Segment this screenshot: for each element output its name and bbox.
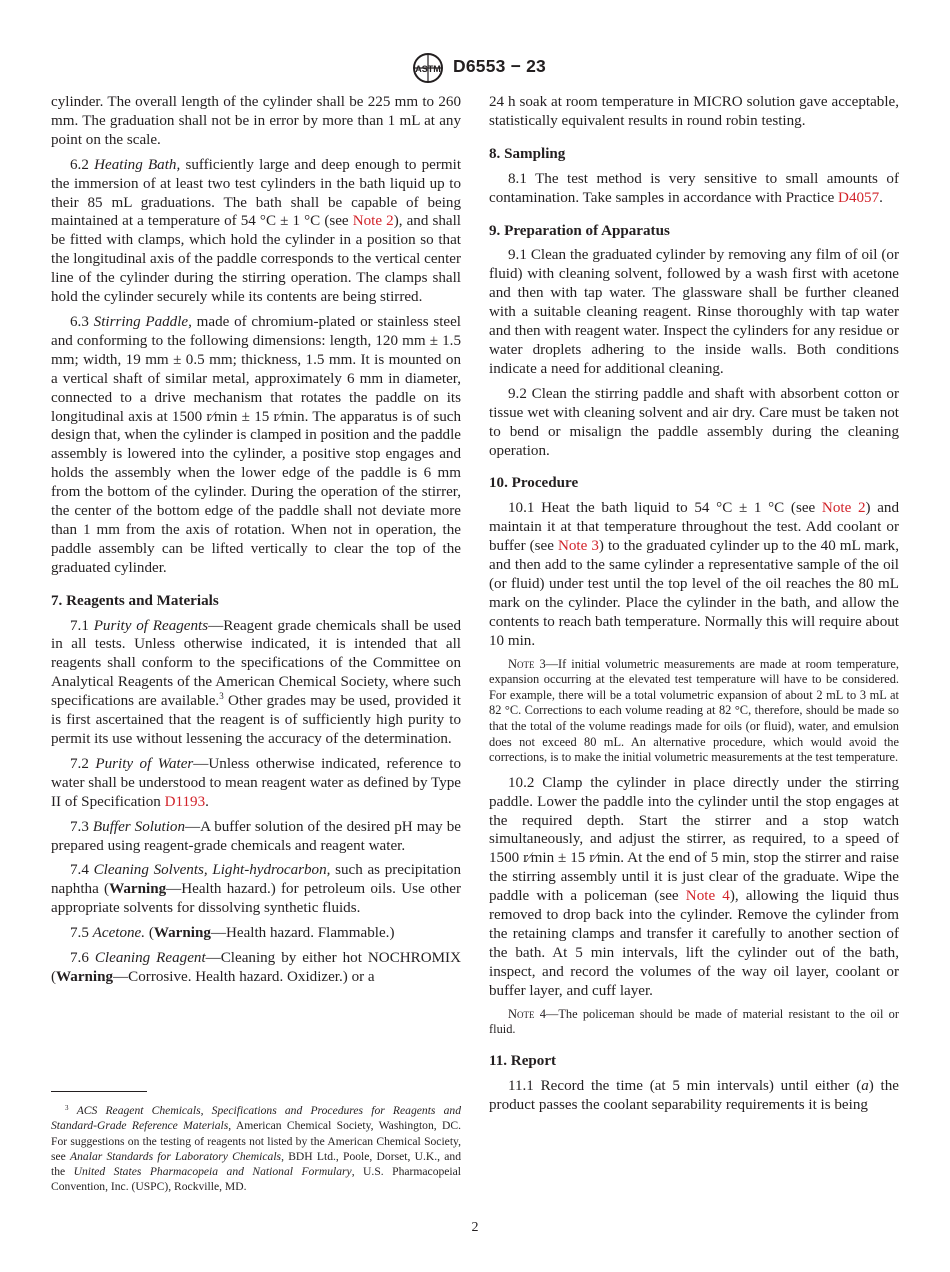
section-7-heading: 7. Reagents and Materials [51,592,219,609]
d1193-link[interactable]: D1193 [164,793,206,810]
footnote-divider [51,1091,147,1092]
paragraph-10-1: 10.1 Heat the bath liquid to 54 °C ± 1 °C (see Note 2) and maintain it at that temperature throughout the test. Add coolant or buffer (see Note 3) to the graduated cylinder up to the 40 mL mark, and then add to the same cylinder a representative sample of the oil (or fluid) under test until the top level of the oil reaches the 80 mL mark on the cylinder. Place the cylinder in the bath, and allow the contents to reach bath temperature. Normally this will require about 10 min. [489,500,900,649]
paragraph-6-1-cont: cylinder. The overall length of the cylinder shall be 225 mm to 260 mm. The graduation shall not be in error by more than 1 mL at any point on the scale. [51,94,461,148]
paragraph-6-2: 6.2 Heating Bath, sufficiently large and deep enough to permit the immersion of at least two test cylinders in the bath liquid up to their 85 mL graduations. The bath shall be capable of being maintained at a temperature of 54 °C ± 1 °C (see Note 2), and shall be fitted with clamps, which hold the cylinder in a position so that the longitudinal axis of the paddle corresponds to the vertical center line of the cylinder during the stirring operation. The clamps shall hold the cylinder securely while its contents are being stirred. [51,156,462,306]
paragraph-7-6-cont: 24 h soak at room temperature in MICRO solution gave acceptable, statistically equivalent results in round robin testing. [489,94,899,129]
footnote-3: $^3$ ACS Reagent Chemicals, Specifications and Procedures for Reagents and Standard-Grade Reference Materials, American Chemical Society, Washington, DC. For suggestions on the testing of reagents not listed by the American Chemical Society, see Analar Standards for Laboratory Chemicals, BDH Ltd., Poole, Dorset, U.K., and the United States Pharmacopeia and National Formulary, U.S. Pharmacopeial Convention, Inc. (USPC), Rockville, MD. [51,1104,462,1194]
d4057-link[interactable]: D4057 [838,189,880,206]
section-8-heading: 8. Sampling [489,145,566,162]
paragraph-6-3: 6.3 Stirring Paddle, made of chromium-plated or stainless steel and conforming to the following dimensions: length, 120 mm ± 1.5 mm; width, 19 mm ± 0.5 mm; thickness, 1.5 mm. It is mounted on a vertical shaft of similar metal, approximately 6 mm in diameter, connected to a drive mechanism that rotates the paddle on its longitudinal axis at 1500 r⁄min ± 15 r⁄min. The apparatus is of such design that, when the cylinder is clamped in position and the paddle assembly is lowered into the cylinder, a positive stop engages and holds the assembly when the lower edge of the paddle is 6 mm from the bottom of the cylinder. During the operation of the stirrer, the center of the bottom edge of the paddle shall not deviate more than 1 mm from the axis of rotation. When not in operation, the paddle assembly can be lifted vertically to clear the top of the graduated cylinder. [51,313,461,576]
left-column [51,93,461,993]
paragraph-7-2: 7.2 Purity of Water—Unless otherwise indicated, reference to water shall be understood to mean reagent water as defined by Type II of Specification D1193. [51,755,461,810]
paragraph-9-1: 9.1 Clean the graduated cylinder by removing any film of oil (or fluid) with cleaning solvent, followed by a wash first with acetone and then with tap water. The glassware shall be further cleaned with a suitable cleaning reagent. Rinse thoroughly with tap water and then with reagent water. Inspect the cylinders for any residue or water droplets adhering to the inside walls. Both conditions indicate a need for additional cleaning. [489,247,899,377]
paragraph-7-6: 7.6 Cleaning Reagent—Cleaning by either hot NOCHROMIX (Warning—Corrosive. Health hazard. Oxidizer.) or a [51,950,461,985]
note-4: Note 4—The policeman should be made of material resistant to the oil or fluid. [489,1006,900,1037]
section-10-heading: 10. Procedure [489,475,579,492]
svg-text:ASTM: ASTM [415,64,441,74]
paragraph-10-2: 10.2 Clamp the cylinder in place directly under the stirring paddle. Lower the paddle into the cylinder until the stop engages at the required depth. Start the stirrer and a stop watch simultaneously, and adjust the stirrer, as required, to a speed of 1500 r⁄min ± 15 r⁄min. At the end of 5 min, stop the stirrer and raise the stirring assembly until it is just clear of the graduate. Wipe the paddle with a policeman (see Note 4), allowing the liquid thus removed to drop back into the cylinder. Remove the cylinder from the retaining clamps and transfer it carefully to another section of the bath. At 5 min intervals, lift the cylinder out of the bath, inspect, and record the volumes of the way oil layer, coolant or buffer layer, and cuff layer. [489,774,899,999]
paragraph-11-1: 11.1 Record the time (at 5 min intervals) until either (a) the product passes the coolant separability requirements it is being [489,1077,899,1113]
paragraph-7-4: 7.4 Cleaning Solvents, Light-hydrocarbon, such as precipitation naphtha (Warning—Health hazard.) for petroleum oils. Use other appropriate solvents for dissolving synthetic fluids. [51,862,461,917]
note-2-link[interactable]: Note 2 [352,213,394,230]
right-column [489,93,899,1121]
paragraph-7-5: 7.5 Acetone. (Warning—Health hazard. Flammable.) [70,925,395,942]
paragraph-7-1: 7.1 Purity of Reagents—Reagent grade chemicals shall be used in all tests. Unless otherwise indicated, it is intended that all reagents shall conform to the specifications of the Committee on Analytical Reagents of the American Chemical Society, where such specifications are available.$^3$ Other grades may be used, provided it is first ascertained that the reagent is of sufficiently high purity to permit its use without lessening the accuracy of the determination. [51,617,462,747]
page-number: 2 [471,1220,479,1235]
paragraph-9-2: 9.2 Clean the stirring paddle and shaft with absorbent cotton or tissue wet with cleaning solvent and air dry. Care must be taken not to bend or misalign the paddle assembly during the cleaning operation. [489,385,899,459]
paragraph-8-1: 8.1 The test method is very sensitive to small amounts of contamination. Take samples in accordance with Practice D4057. [489,170,899,206]
document-designation: D6553 − 23 [453,56,546,76]
astm-logo-icon [410,52,446,84]
paragraph-7-3: 7.3 Buffer Solution—A buffer solution of the desired pH may be prepared using reagent-grade chemicals and reagent water. [51,818,461,854]
section-9-heading: 9. Preparation of Apparatus [489,222,670,239]
note-3: Note 3—If initial volumetric measurements are made at room temperature, expansion occurring at the elevated test temperature will have to be considered. For example, there will be a total volumetric expansion of about 2 mL to 3 mL at 82 °C. Corrections to each volume reading at 82 °C, therefore, should be made so that the total of the volume readings made for oils (or fluid), water, and emulsion does not exceed 80 mL. An alternative procedure, which would avoid the corrections, is to make the initial volumetric measurements at the test temperature. [489,656,899,765]
note-3-link[interactable]: Note 3 [557,538,599,555]
footnote-3-marker[interactable]: 3 [219,691,224,702]
note-2-link-2[interactable]: Note 2 [821,500,866,517]
page-header [0,52,950,88]
section-11-heading: 11. Report [489,1052,557,1069]
note-4-link[interactable]: Note 4 [685,888,730,905]
